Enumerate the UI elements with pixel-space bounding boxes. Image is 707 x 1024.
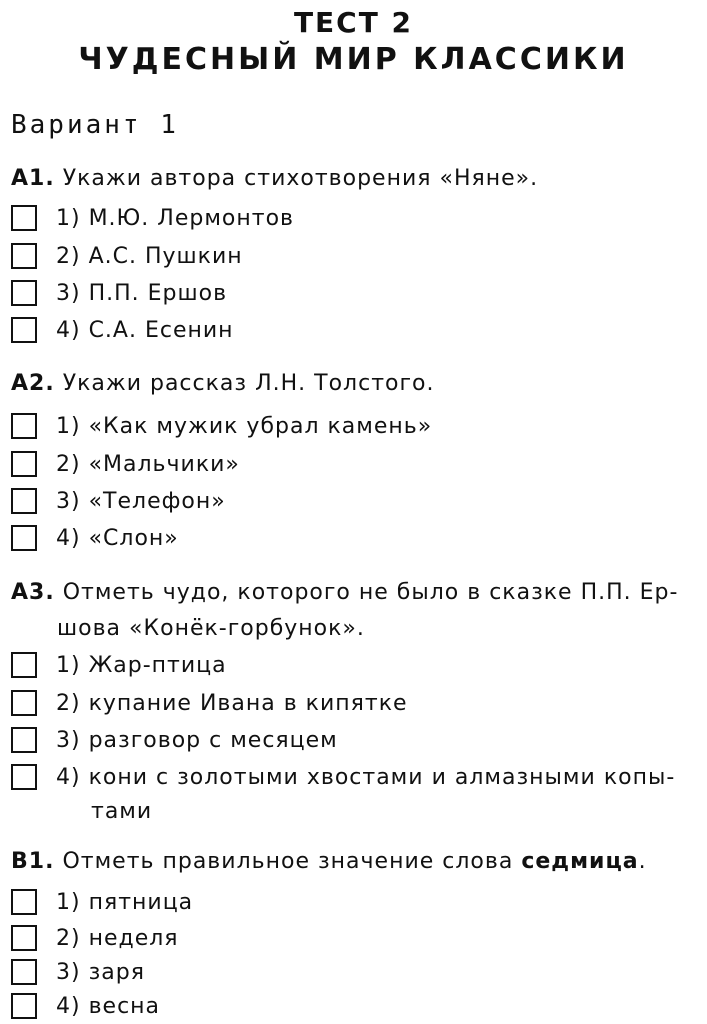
question-text: Укажи автора стихотворения «Няне». bbox=[62, 166, 539, 191]
question-text: Отметь чудо, которого не было в сказке П.П. Ер- bbox=[62, 580, 679, 605]
option-a2-1[interactable] bbox=[11, 410, 701, 444]
checkbox[interactable] bbox=[11, 317, 37, 343]
option-a3-3[interactable] bbox=[11, 724, 701, 758]
option-b1-1[interactable] bbox=[11, 886, 701, 920]
checkbox[interactable] bbox=[11, 690, 37, 716]
option-label: 4) С.А. Есенин bbox=[56, 318, 234, 343]
question-number: A2. bbox=[11, 371, 55, 396]
option-a1-4[interactable] bbox=[11, 314, 701, 348]
checkbox[interactable] bbox=[11, 959, 37, 985]
option-label: 1) Жар-птица bbox=[56, 653, 227, 678]
question-a3 bbox=[11, 574, 701, 612]
question-number: B1. bbox=[11, 849, 55, 874]
option-label: 1) М.Ю. Лермонтов bbox=[56, 206, 295, 231]
checkbox[interactable] bbox=[11, 205, 37, 231]
checkbox[interactable] bbox=[11, 652, 37, 678]
question-text-continued: шова «Конёк-горбунок». bbox=[57, 616, 365, 641]
test-number: ТЕСТ 2 bbox=[293, 6, 414, 39]
option-a1-1[interactable] bbox=[11, 202, 701, 236]
option-a1-2[interactable] bbox=[11, 240, 701, 274]
option-a3-2[interactable] bbox=[11, 687, 701, 721]
variant-label: Вариант 1 bbox=[11, 110, 179, 140]
question-a1 bbox=[11, 160, 701, 198]
option-label: 3) «Телефон» bbox=[56, 489, 226, 514]
checkbox[interactable] bbox=[11, 993, 37, 1019]
question-b1 bbox=[11, 843, 701, 881]
option-label: 1) пятница bbox=[56, 890, 194, 915]
option-a3-4[interactable] bbox=[11, 761, 701, 795]
option-label: 3) заря bbox=[56, 960, 145, 985]
question-number: A3. bbox=[11, 580, 55, 605]
question-text: Укажи рассказ Л.Н. Толстого. bbox=[62, 371, 435, 396]
option-label: 2) А.С. Пушкин bbox=[56, 244, 243, 269]
option-label-continued: тами bbox=[91, 799, 153, 824]
checkbox[interactable] bbox=[11, 727, 37, 753]
option-label: 2) «Мальчики» bbox=[56, 452, 240, 477]
option-label: 3) П.П. Ершов bbox=[56, 281, 228, 306]
option-b1-4[interactable] bbox=[11, 990, 701, 1024]
option-b1-2[interactable] bbox=[11, 922, 701, 956]
checkbox[interactable] bbox=[11, 451, 37, 477]
option-a2-4[interactable] bbox=[11, 522, 701, 556]
checkbox[interactable] bbox=[11, 764, 37, 790]
checkbox[interactable] bbox=[11, 889, 37, 915]
checkbox[interactable] bbox=[11, 280, 37, 306]
question-a2 bbox=[11, 365, 701, 403]
option-a2-3[interactable] bbox=[11, 485, 701, 519]
question-keyword: седмица bbox=[521, 849, 639, 874]
option-label: 4) кони с золотыми хвостами и алмазными копы- bbox=[56, 765, 676, 790]
checkbox[interactable] bbox=[11, 525, 37, 551]
checkbox[interactable] bbox=[11, 925, 37, 951]
option-label: 1) «Как мужик убрал камень» bbox=[56, 414, 433, 439]
option-a2-2[interactable] bbox=[11, 448, 701, 482]
question-number: A1. bbox=[11, 166, 55, 191]
question-text: Отметь правильное значение слова bbox=[62, 849, 514, 874]
option-a1-3[interactable] bbox=[11, 277, 701, 311]
option-label: 2) неделя bbox=[56, 926, 179, 951]
option-b1-3[interactable] bbox=[11, 956, 701, 990]
option-label: 4) весна bbox=[56, 994, 161, 1019]
question-punct: . bbox=[638, 849, 647, 874]
checkbox[interactable] bbox=[11, 243, 37, 269]
page-title: ЧУДЕСНЫЙ МИР КЛАССИКИ bbox=[78, 42, 629, 77]
option-a3-1[interactable] bbox=[11, 649, 701, 683]
checkbox[interactable] bbox=[11, 488, 37, 514]
option-label: 3) разговор с месяцем bbox=[56, 728, 338, 753]
option-label: 2) купание Ивана в кипятке bbox=[56, 691, 408, 716]
checkbox[interactable] bbox=[11, 413, 37, 439]
option-label: 4) «Слон» bbox=[56, 526, 179, 551]
